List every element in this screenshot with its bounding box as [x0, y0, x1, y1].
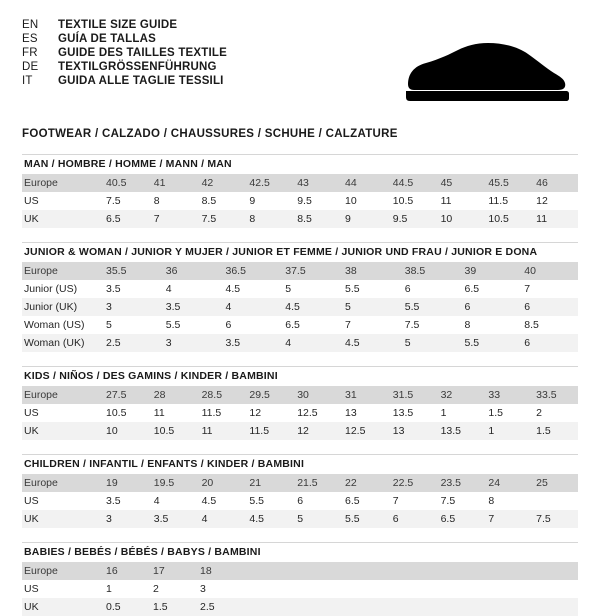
language-title: TEXTILE SIZE GUIDE: [58, 19, 178, 31]
size-table-man: [22, 174, 578, 228]
cell: 10: [100, 422, 148, 440]
cell: 7: [392, 495, 399, 507]
cell: 9.5: [297, 195, 312, 207]
cell: 19: [100, 474, 148, 492]
group-label: JUNIOR & WOMAN / JUNIOR Y MUJER / JUNIOR ET FEMME / JUNIOR UND FRAU / JUNIOR E DONA: [22, 242, 578, 262]
cell: 1.5: [147, 598, 194, 616]
size-table-children: [22, 474, 578, 528]
cell: 6.5: [100, 210, 148, 228]
cell: 8.5: [524, 319, 539, 331]
table-row: [22, 474, 578, 492]
cell: 40: [518, 262, 578, 280]
table-row: [22, 262, 578, 280]
cell: 7: [148, 210, 196, 228]
cell: 41: [148, 174, 196, 192]
row-label: Europe: [22, 474, 100, 492]
cell: 21.5: [291, 474, 339, 492]
cell: 6: [387, 510, 435, 528]
cell: 16: [100, 562, 147, 580]
cell: 44.5: [387, 174, 435, 192]
cell: 11: [153, 407, 165, 419]
cell: 6: [225, 319, 232, 331]
size-table-body: [22, 386, 578, 440]
cell: 4: [220, 298, 280, 316]
cell: 31.5: [387, 386, 435, 404]
cell: 36: [160, 262, 220, 280]
language-title: GUIDE DES TAILLES TEXTILE: [58, 47, 227, 59]
cell: 10.5: [392, 195, 414, 207]
cell: 3: [200, 583, 206, 595]
cell: 3: [100, 298, 160, 316]
size-table-body: [22, 174, 578, 228]
cell: 11: [440, 195, 452, 207]
row-label: Europe: [22, 174, 100, 192]
row-label: Europe: [22, 386, 100, 404]
cell: 8: [488, 495, 495, 507]
cell: 31: [339, 386, 387, 404]
cell: 38.5: [399, 262, 459, 280]
cell: 22: [339, 474, 387, 492]
cell: 30: [291, 386, 339, 404]
cell: 12.5: [339, 422, 387, 440]
cell: 4.5: [339, 334, 399, 352]
cell: 1.5: [488, 407, 503, 419]
cell: 13.5: [392, 407, 414, 419]
cell: 6.5: [435, 510, 483, 528]
cell: 12: [536, 195, 548, 207]
cell: 46: [530, 174, 578, 192]
row-label: UK: [22, 598, 100, 616]
row-label: US: [24, 583, 39, 595]
cell: 5: [291, 510, 339, 528]
cell: 5.5: [249, 495, 264, 507]
cell: 6.5: [344, 495, 360, 507]
cell: 10.5: [106, 407, 127, 419]
cell: 5: [339, 298, 399, 316]
size-table-body: [22, 474, 578, 528]
cell: 4: [279, 334, 339, 352]
language-code: DE: [22, 61, 39, 73]
cell: 1: [106, 583, 112, 595]
row-label: UK: [22, 510, 100, 528]
cell: 4.5: [225, 283, 241, 295]
cell: 3.5: [106, 495, 121, 507]
cell: [530, 492, 578, 510]
cell: 13: [387, 422, 435, 440]
cell: 1: [440, 407, 447, 419]
cell: 6: [459, 298, 519, 316]
cell: 3.5: [160, 298, 220, 316]
cell: 8.5: [291, 210, 339, 228]
size-table-babies: [22, 562, 578, 616]
cell: 3: [160, 334, 220, 352]
cell: 2.5: [100, 334, 160, 352]
row-label: US: [24, 407, 39, 419]
cell: 21: [243, 474, 291, 492]
language-title: TEXTILGRÖSSENFÜHRUNG: [58, 61, 217, 73]
cell: 10: [344, 195, 357, 207]
size-table-kids: [22, 386, 578, 440]
cell: 42: [196, 174, 244, 192]
cell: 2: [153, 583, 159, 595]
group-kids: [22, 366, 578, 440]
group-label: BABIES / BEBÉS / BÉBÉS / BABYS / BAMBINI: [22, 542, 578, 562]
cell: 36.5: [220, 262, 280, 280]
size-table-junior-woman: [22, 262, 578, 352]
table-row: [22, 562, 578, 580]
cell: 32: [435, 386, 483, 404]
size-table-body: [22, 262, 578, 352]
table-row: [22, 210, 578, 228]
cell: 5.5: [339, 510, 387, 528]
cell: 9.5: [387, 210, 435, 228]
table-row: [22, 404, 578, 422]
language-row: [22, 46, 227, 60]
cell: 33: [482, 386, 530, 404]
cell: 19.5: [148, 474, 196, 492]
cell: 13: [344, 407, 357, 419]
cell: 7: [482, 510, 530, 528]
cell: 44: [339, 174, 387, 192]
cell: 24: [482, 474, 530, 492]
cell: 4: [196, 510, 244, 528]
row-label: Junior (US): [24, 283, 78, 295]
cell: 45.5: [482, 174, 530, 192]
cell: 28.5: [196, 386, 244, 404]
cell: 1.5: [530, 422, 578, 440]
cell: 38: [339, 262, 399, 280]
language-code: IT: [22, 75, 33, 87]
cell: 5.5: [399, 298, 459, 316]
table-row: [22, 598, 578, 616]
cell: 11.5: [488, 195, 509, 207]
language-code: EN: [22, 19, 39, 31]
language-title: GUIDA ALLE TAGLIE TESSILI: [58, 75, 224, 87]
cell: 6: [297, 495, 304, 507]
cell: 2: [536, 407, 543, 419]
cell: 7.5: [530, 510, 578, 528]
cell: 4.5: [243, 510, 291, 528]
row-label: Junior (UK): [22, 298, 100, 316]
cell: 39: [459, 262, 519, 280]
cell: 12.5: [297, 407, 318, 419]
cell: 23.5: [435, 474, 483, 492]
cell: 42.5: [243, 174, 291, 192]
cell: 45: [435, 174, 483, 192]
cell: 29.5: [243, 386, 291, 404]
cell: 35.5: [100, 262, 160, 280]
cell: 5.5: [165, 319, 181, 331]
group-man: [22, 154, 578, 228]
group-junior-woman: [22, 242, 578, 352]
cell: 10.5: [148, 422, 196, 440]
row-label: US: [24, 195, 39, 207]
cell: 6.5: [464, 283, 480, 295]
cell: 0.5: [100, 598, 147, 616]
cell-empty: [241, 562, 578, 580]
cell: 11: [196, 422, 244, 440]
table-row: [22, 492, 578, 510]
size-table-body: [22, 562, 578, 616]
group-label: CHILDREN / INFANTIL / ENFANTS / KINDER / BAMBINI: [22, 454, 578, 474]
cell: 8: [153, 195, 160, 207]
cell: 12: [249, 407, 262, 419]
language-title-body: [22, 18, 227, 88]
table-row: [22, 510, 578, 528]
cell: 18: [194, 562, 241, 580]
cell: 40.5: [100, 174, 148, 192]
cell: 2.5: [194, 598, 241, 616]
cell: 7: [345, 319, 351, 331]
row-label: UK: [22, 210, 100, 228]
cell: 43: [291, 174, 339, 192]
row-label: US: [24, 495, 39, 507]
cell: 1: [482, 422, 530, 440]
footwear-section-title: FOOTWEAR / CALZADO / CHAUSSURES / SCHUHE / CALZATURE: [22, 128, 398, 140]
cell: 7.5: [106, 195, 121, 207]
cell: 11.5: [201, 407, 222, 419]
cell: 8: [243, 210, 291, 228]
cell: 5.5: [345, 283, 360, 295]
group-label: MAN / HOMBRE / HOMME / MANN / MAN: [22, 154, 578, 174]
cell: 6.5: [285, 319, 300, 331]
language-title: GUÍA DE TALLAS: [58, 33, 156, 45]
cell: 20: [196, 474, 244, 492]
cell: 9: [339, 210, 387, 228]
table-row: [22, 334, 578, 352]
cell: 22.5: [387, 474, 435, 492]
row-label: Woman (US): [24, 319, 85, 331]
language-row: [22, 18, 227, 32]
cell: 4.5: [279, 298, 339, 316]
cell-empty: [241, 580, 578, 598]
table-row: [22, 298, 578, 316]
table-row: [22, 192, 578, 210]
dress-shoe-icon: [392, 38, 572, 108]
cell: 33.5: [530, 386, 578, 404]
row-label: Europe: [22, 562, 100, 580]
cell: 8.5: [201, 195, 217, 207]
cell: 3.5: [220, 334, 280, 352]
cell: 5.5: [459, 334, 519, 352]
cell: 5: [285, 283, 292, 295]
cell: 4: [153, 495, 160, 507]
cell: 6: [518, 334, 578, 352]
table-row: [22, 280, 578, 298]
table-row: [22, 580, 578, 598]
row-label: Woman (UK): [22, 334, 100, 352]
cell: 6: [518, 298, 578, 316]
cell: 7: [524, 283, 531, 295]
cell: 13.5: [435, 422, 483, 440]
table-row: [22, 386, 578, 404]
cell: 10.5: [482, 210, 530, 228]
table-row: [22, 316, 578, 334]
cell: 27.5: [100, 386, 148, 404]
cell: 4: [165, 283, 172, 295]
row-label: UK: [22, 422, 100, 440]
cell: 12: [291, 422, 339, 440]
group-babies: [22, 542, 578, 616]
group-children: [22, 454, 578, 528]
cell: 7.5: [440, 495, 456, 507]
table-row: [22, 174, 578, 192]
table-row: [22, 422, 578, 440]
cell: 37.5: [279, 262, 339, 280]
cell: 11.5: [243, 422, 291, 440]
cell: 3.5: [106, 283, 121, 295]
group-label: KIDS / NIÑOS / DES GAMINS / KINDER / BAMBINI: [22, 366, 578, 386]
cell: 25: [530, 474, 578, 492]
cell: 17: [147, 562, 194, 580]
cell: 3: [100, 510, 148, 528]
row-label: Europe: [22, 262, 100, 280]
language-code: FR: [22, 47, 38, 59]
page-header: [22, 18, 578, 114]
language-row: [22, 32, 227, 46]
cell: 11: [530, 210, 578, 228]
cell: 10: [435, 210, 483, 228]
cell: 3.5: [148, 510, 196, 528]
language-code: ES: [22, 33, 38, 45]
cell: 28: [148, 386, 196, 404]
cell: 6: [404, 283, 411, 295]
cell: 5: [399, 334, 459, 352]
cell: 7.5: [196, 210, 244, 228]
language-row: [22, 74, 227, 88]
cell: 9: [249, 195, 256, 207]
cell-empty: [241, 598, 578, 616]
cell: 7.5: [404, 319, 420, 331]
language-title-table: [22, 18, 227, 88]
language-row: [22, 60, 227, 74]
cell: 4.5: [201, 495, 217, 507]
cell: 8: [464, 319, 471, 331]
cell: 5: [106, 319, 112, 331]
